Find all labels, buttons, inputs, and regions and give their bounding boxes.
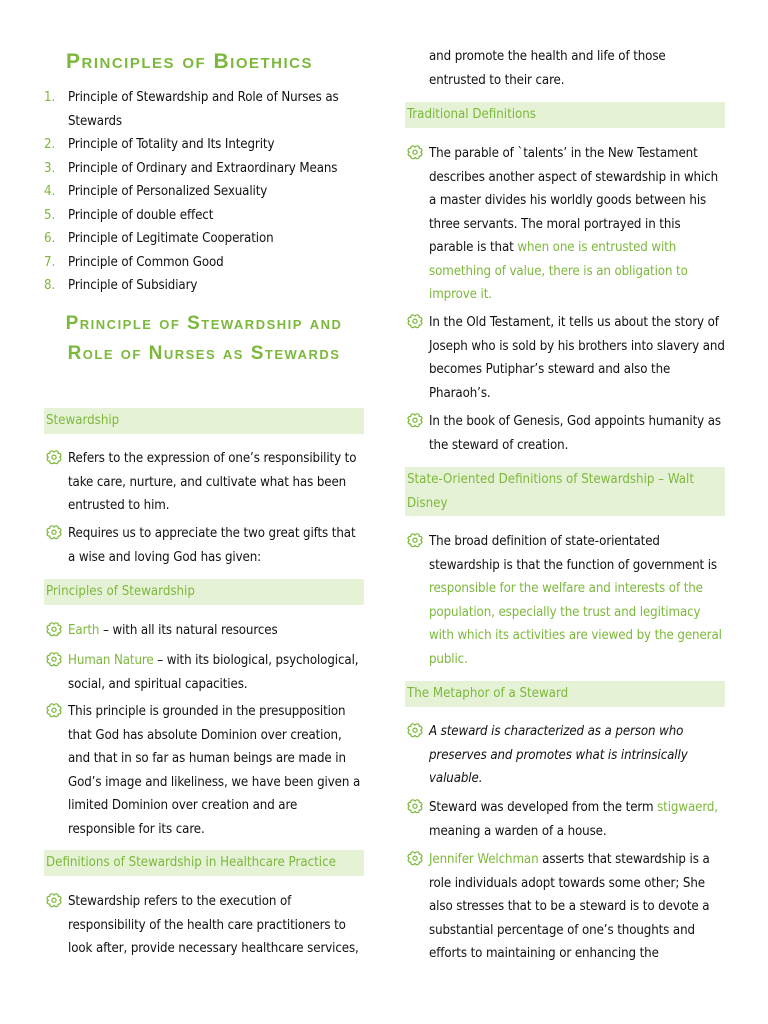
list-item <box>44 204 364 228</box>
flower-icon <box>405 412 425 430</box>
list-number: 6. <box>44 231 56 246</box>
section-title: Principle of Stewardship and Role of Nurses as Stewards <box>65 313 343 364</box>
highlight-text: responsible for the welfare and interests of the population, especially the trust and legitimacy with which its activities are viewed by the general public. <box>429 581 722 667</box>
flower-icon <box>405 850 425 868</box>
section-heading-stewardship: Stewardship <box>44 408 364 434</box>
continuation-text: and promote the health and life of those entrusted to their care. <box>429 49 666 88</box>
bullet-item <box>44 649 364 696</box>
section-heading-metaphor: The Metaphor of a Steward <box>405 681 725 707</box>
term-human-nature: Human Nature <box>68 653 154 668</box>
flower-icon <box>44 892 64 910</box>
bullet-item <box>405 142 725 307</box>
list-number: 7. <box>44 254 56 270</box>
list-text: Principle of Totality and Its Integrity <box>68 137 275 152</box>
bullet-text: Steward was developed from the term <box>429 800 658 815</box>
list-text: Principle of Subsidiary <box>68 278 198 293</box>
list-text: Principle of Common Good <box>68 254 224 270</box>
bullet-text: Requires us to appreciate the two great gifts that a wise and loving God has given: <box>68 526 356 565</box>
bullet-text: Refers to the expression of one’s responsibility to take care, nurture, and cultivate what has been entrusted to him. <box>68 451 357 513</box>
list-text: Principle of Ordinary and Extraordinary Means <box>68 160 338 176</box>
term-earth: Earth <box>68 623 100 638</box>
list-item <box>44 251 364 275</box>
list-text: Principle of Legitimate Cooperation <box>68 231 274 246</box>
list-text: Principle of Personalized Sexuality <box>68 184 268 199</box>
bullet-item <box>405 530 725 671</box>
flower-icon <box>44 651 64 669</box>
list-text: Principle of Stewardship and Role of Nurses as Stewards <box>68 90 339 129</box>
list-item <box>44 274 364 298</box>
bullet-text: The broad definition of state-orientated stewardship is that the function of government is <box>429 534 718 573</box>
flower-icon <box>405 798 425 816</box>
flower-icon <box>44 702 64 720</box>
page-title: Principles of Bioethics <box>66 50 314 73</box>
bullet-text: The parable of `talents’ in the New Testament describes another aspect of stewardship in which a master divides his worldly goods between his three servants. The moral portrayed in this parable is that <box>429 146 719 255</box>
bullet-item <box>405 311 725 405</box>
term-stigwaerd: stigwaerd, <box>657 800 718 815</box>
section-heading-healthcare: Definitions of Stewardship in Healthcare Practice <box>44 850 364 876</box>
bullet-text: – with its biological, psychological, social, and spiritual capacities. <box>68 653 359 692</box>
flower-icon <box>405 532 425 550</box>
list-number: 2. <box>44 137 56 152</box>
flower-icon <box>44 449 64 467</box>
bullet-item <box>405 848 725 966</box>
bullet-text: A steward is characterized as a person who preserves and promotes what is intrinsically valuable. <box>429 724 688 786</box>
flower-icon <box>44 524 64 542</box>
bullet-text: meaning a warden of a house. <box>429 823 607 839</box>
bullet-item <box>405 720 725 791</box>
bullet-text: asserts that stewardship is a role individuals adopt towards some other; She also stresses that to be a steward is to devote a substantial percentage of one’s thoughts and efforts to maintaining or enhancing the <box>429 852 710 961</box>
flower-icon <box>405 722 425 740</box>
section-heading-principles-of-stewardship: Principles of Stewardship <box>44 579 364 605</box>
list-number: 3. <box>44 160 56 176</box>
list-item <box>44 86 364 133</box>
bullet-text: Stewardship refers to the execution of responsibility of the health care practitioners to look after, provide necessary healthcare services, <box>68 894 359 956</box>
bullet-text: This principle is grounded in the presupposition that God has absolute Dominion over creation, and that in so far as human beings are made in God’s image and likeliness, we have been given a limited Dominion over creation and are responsible for its care. <box>68 704 361 837</box>
list-number: 5. <box>44 207 56 223</box>
list-item <box>44 133 364 157</box>
term-welchman: Jennifer Welchman <box>429 852 539 867</box>
bullet-item <box>405 410 725 457</box>
highlight-text: when one is entrusted with something of value, there is an obligation to improve it. <box>429 240 688 302</box>
bullet-text: In the book of Genesis, God appoints humanity as the steward of creation. <box>429 414 721 453</box>
flower-icon <box>405 144 425 162</box>
flower-icon <box>405 313 425 331</box>
bullet-item <box>44 890 364 961</box>
list-number: 1. <box>44 90 56 105</box>
list-item <box>44 227 364 251</box>
bullet-item <box>44 522 364 569</box>
bullet-text: In the Old Testament, it tells us about the story of Joseph who is sold by his brothers into slavery and becomes Putiphar’s steward and also the Pharaoh’s. <box>429 315 725 401</box>
bullet-text: – with all its natural resources <box>99 623 278 638</box>
list-number: 8. <box>44 278 56 293</box>
list-text: Principle of double effect <box>68 207 214 223</box>
principles-list <box>44 86 364 298</box>
list-number: 4. <box>44 184 56 199</box>
bullet-item <box>44 700 364 841</box>
bullet-item <box>44 447 364 518</box>
section-heading-traditional: Traditional Definitions <box>405 102 725 128</box>
section-heading-state-oriented: State-Oriented Definitions of Stewardship – Walt Disney <box>405 467 725 516</box>
list-item <box>44 157 364 181</box>
bullet-item <box>44 619 364 643</box>
bullet-item <box>405 796 725 843</box>
list-item <box>44 180 364 204</box>
flower-icon <box>44 621 64 639</box>
